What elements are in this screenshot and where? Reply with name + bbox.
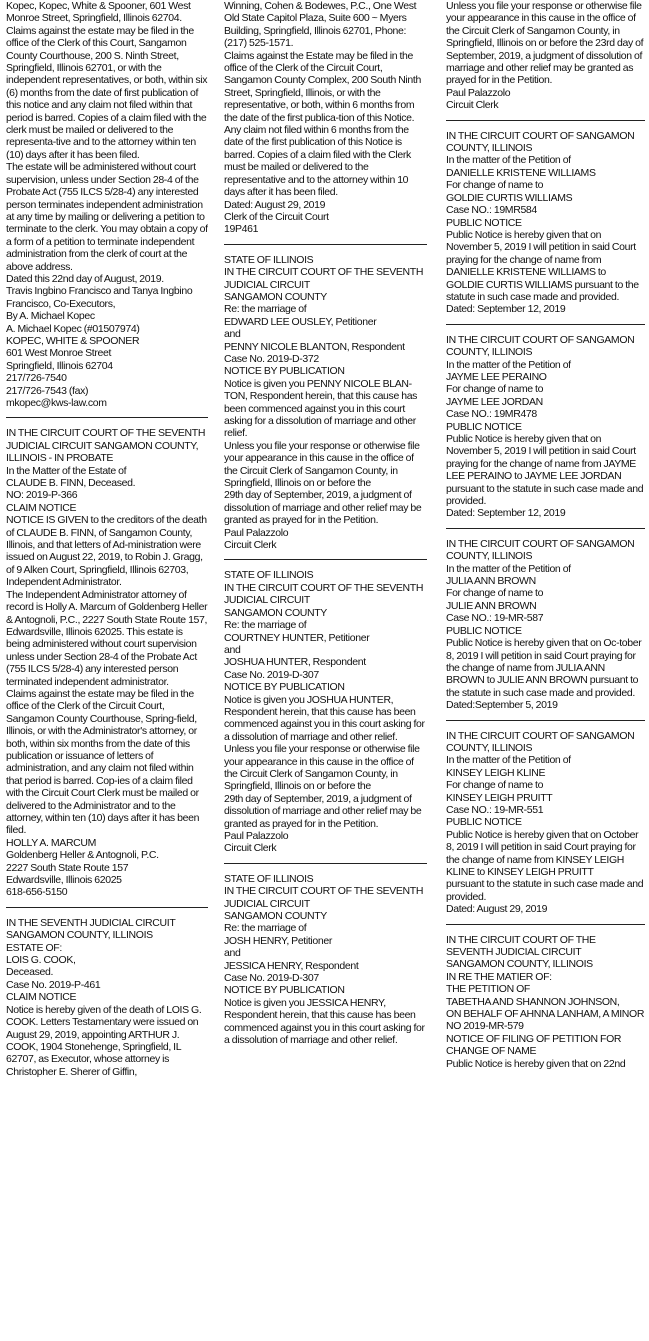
notice-divider [446,120,645,121]
notice-divider [224,244,427,245]
notice-peraino-name-change: IN THE CIRCUIT COURT OF SANGAMON COUNTY, ILLINOIS In the matter of the Petition of JAYME LEE PERAINO For change of name to JAYME LEE JORDAN Case NO.: 19MR478 PUBLIC NOTICE Public Notice is hereby given that on November 5, 2019 I will petition in said Court praying for the change of name from JAYME LEE PERAINO to JAYME LEE JORDAN pursuant to the statute in such case made and provided. Dated: September 12, 2019 [446,333,644,520]
notice-divider [446,324,645,325]
notice-claude-finn-estate: IN THE CIRCUIT COURT OF THE SEVENTH JUDICIAL CIRCUIT SANGAMON COUNTY, ILLINOIS - IN PROBATE In the Matter of the Estate of CLAUDE B. FINN, Deceased. NO: 2019-P-366 CLAIM NOTICE NOTICE IS GIVEN to the creditors of the death of CLAUDE B. FINN, of Sangamon County, Illinois, and that letters of Ad-ministration were issued on August 22, 2019, to Robin J. Gragg, of 9 Alken Court, Springfield, Illinois 62703, Independent Administrator. The Independent Administrator attorney of record is Holly A. Marcum of Goldenberg Heller & Antognoli, P.C., 2227 South State Route 157, Edwardsville, Illinois 62025. This estate is being administered without court supervision unless under Section 28-4 of the Probate Act (755 ILCS 5/28-4) any interested person terminated independent administrator. Claims against the estate may be filed in the office of the Clerk of the Circuit Court, Sangamon County Courthouse, Spring-field, Illinois, or with the Administrator's attorney, or both, within six months from the date of this publication or issuance of letters of administration, and any claim not filed within that period is barred. Cop-ies of a claim filed with the Circuit Court Clerk must be mailed or delivered to the Administrator and to the attorney, within ten (10) days after it has been filed. HOLLY A. MARCUM Goldenberg Heller & Antognoli, P.C. 2227 South State Route 157 Edwardsville, Illinois 62025 618-656-5150 [6,427,208,899]
notice-lois-cook-estate: IN THE SEVENTH JUDICIAL CIRCUIT SANGAMON COUNTY, ILLINOIS ESTATE OF: LOIS G. COOK, Deceased. Case No. 2019-P-461 CLAIM NOTICE Notice is hereby given of the death of LOIS G. COOK. Letters Testamentary were issued on August 29, 2019, appointing ARTHUR J. COOK, 1904 Stonehenge, Springfield, IL 62707, as Executor, whose attorney is Christopher E. Sherer of Giffin, [6,916,202,1078]
notice-hunter-marriage: STATE OF ILLINOIS IN THE CIRCUIT COURT OF THE SEVENTH JUDICIAL CIRCUIT SANGAMON COUNTY Re: the marriage of COURTNEY HUNTER, Petitioner and JOSHUA HUNTER, Respondent Case No. 2019-D-307 NOTICE BY PUBLICATION Notice is given you JOSHUA HUNTER, Respondent herein, that this cause has been commenced against you in this court asking for a dissolution of marriage and other relief. Unless you file your response or otherwise file your appearance in this cause in the office of the Circuit Clerk of Sangamon County, in Springfield, Illinois on or before the 29th day of September, 2019, a judgment of dissolution of marriage and other relief may be granted as prayed for in the Petition. Paul Palazzolo Circuit Clerk [224,569,425,855]
notice-brown-name-change: IN THE CIRCUIT COURT OF SANGAMON COUNTY, ILLINOIS In the matter of the Petition of JULIA ANN BROWN For change of name to JULIE ANN BROWN Case NO.: 19-MR-587 PUBLIC NOTICE Public Notice is hereby given that on Oc-tober 8, 2019 I will petition in said Court praying for the change of name from JULIA ANN BROWN to JULIE ANN BROWN pursuant to the statute in such case made and provided. Dated:September 5, 2019 [446,537,642,712]
column-1 [6,0,208,1341]
column-2 [224,0,427,1341]
notice-johnson-lanham-name-change: IN THE CIRCUIT COURT OF THE SEVENTH JUDICIAL CIRCUIT SANGAMON COUNTY, ILLINOIS IN RE THE MATIER OF: THE PETITION OF TABETHA AND SHANNON JOHNSON, ON BEHALF OF AHNNA LANHAM, A MINOR NO 2019-MR-579 NOTICE OF FILING OF PETITION FOR CHANGE OF NAME Public Notice is hereby given that on 22nd [446,933,645,1070]
notice-divider [6,417,208,418]
notice-divider [446,720,645,721]
notice-divider [6,907,208,908]
notice-divider [446,528,645,529]
notice-kopec-estate-continued: Kopec, Kopec, White & Spooner, 601 West Monroe Street, Springfield, Illinois 62704. Claims against the estate may be filed in the office of the Clerk of this Court, Sangamon County Courthouse, 200 S. Ninth Street, Springfield, Illinois 62701, or with the independent representatives, or both, within six (6) months from the date of first publication of this notice and any claim not filed within that period is barred. Copies of a claim filed with the clerk must be mailed or delivered to the representa-tive and to the attorney within ten (10) days after it has been filed. The estate will be administered without court supervision, unless under Section 28-4 of the Probate Act (755 ILCS 5/28-4) any interested person terminates independent administration at any time by mailing or delivering a petition to terminate to the clerk. You may obtain a copy of a form of a petition to terminate independent administration from the clerk of court at the above address. Dated this 22nd day of August, 2019. Travis Ingbino Francisco and Tanya Ingbino Francisco, Co-Executors, By A. Michael Kopec A. Michael Kopec (#01507974) KOPEC, WHITE & SPOONER 601 West Monroe Street Springfield, Illinois 62704 217/726-7540 217/726-7543 (fax) mkopec@kws-law.com [6,0,208,409]
notice-divider [224,863,427,864]
notice-divider [224,559,427,560]
notice-kline-name-change: IN THE CIRCUIT COURT OF SANGAMON COUNTY, ILLINOIS In the matter of the Petition of KINSEY LEIGH KLINE For change of name to KINSEY LEIGH PRUITT Case NO.: 19-MR-551 PUBLIC NOTICE Public Notice is hereby given that on October 8, 2019 I will petition in said Court praying for the change of name from KINSEY LEIGH KLINE to KINSEY LEIGH PRUITT pursuant to the statute in such case made and provided. Dated: August 29, 2019 [446,729,644,916]
notice-henry-marriage: STATE OF ILLINOIS IN THE CIRCUIT COURT OF THE SEVENTH JUDICIAL CIRCUIT SANGAMON COUNTY Re: the marriage of JOSH HENRY, Petitioner and JESSICA HENRY, Respondent Case No. 2019-D-307 NOTICE BY PUBLICATION Notice is given you JESSICA HENRY, Respondent herein, that this cause has been commenced against you in this court asking for a dissolution of marriage and other relief. [224,872,425,1047]
notice-williams-name-change: IN THE CIRCUIT COURT OF SANGAMON COUNTY, ILLINOIS In the matter of the Petition of DANIELLE KRISTENE WILLIAMS For change of name to GOLDIE CURTIS WILLIAMS Case NO.: 19MR584 PUBLIC NOTICE Public Notice is hereby given that on November 5, 2019 I will petition in said Court praying for the change of name from DANIELLE KRISTENE WILLIAMS to GOLDIE CURTIS WILLIAMS pursuant to the statute in such case made and provided. Dated: September 12, 2019 [446,129,639,316]
notice-henry-marriage-continued: Unless you file your response or otherwise file your appearance in this cause in the office of the Circuit Clerk of Sangamon County, in Springfield, Illinois on or before the 23rd day of September, 2019, a judgment of dissolution of marriage and other relief may be granted as prayed for in the Petition. Paul Palazzolo Circuit Clerk [446,0,644,112]
column-3 [446,0,645,1341]
notice-lois-cook-continued: Winning, Cohen & Bodewes, P.C., One West Old State Capitol Plaza, Suite 600 ~ Myers Building, Springfield, Illinois 62701, Phone: (217) 525-1571. Claims against the Estate may be filed in the office of the Clerk of the Circuit Court, Sangamon County Complex, 200 South Ninth Street, Springfield, Illinois, or with the representative, or both, within 6 months from the date of the first publica-tion of this Notice. Any claim not filed within 6 months from the date of the first publication of this Notice is barred. Copies of a claim filed with the Clerk must be mailed or delivered to the representative and to the attorney within 10 days after it has been filed. Dated: August 29, 2019 Clerk of the Circuit Court 19P461 [224,0,421,236]
notice-divider [446,924,645,925]
notice-ousley-blanton-marriage: STATE OF ILLINOIS IN THE CIRCUIT COURT OF THE SEVENTH JUDICIAL CIRCUIT SANGAMON COUNTY Re: the marriage of EDWARD LEE OUSLEY, Petitioner and PENNY NICOLE BLANTON, Respondent Case No. 2019-D-372 NOTICE BY PUBLICATION Notice is given you PENNY NICOLE BLAN-TON, Respondent herein, that this cause has been commenced against you in this court asking for a dissolution of marriage and other relief. Unless you file your response or otherwise file your appearance in this cause in the office of the Circuit Clerk of Sangamon County, in Springfield, Illinois on or before the 29th day of September, 2019, a judgment of dissolution of marriage and other relief may be granted as prayed for in the Petition. Paul Palazzolo Circuit Clerk [224,253,424,552]
